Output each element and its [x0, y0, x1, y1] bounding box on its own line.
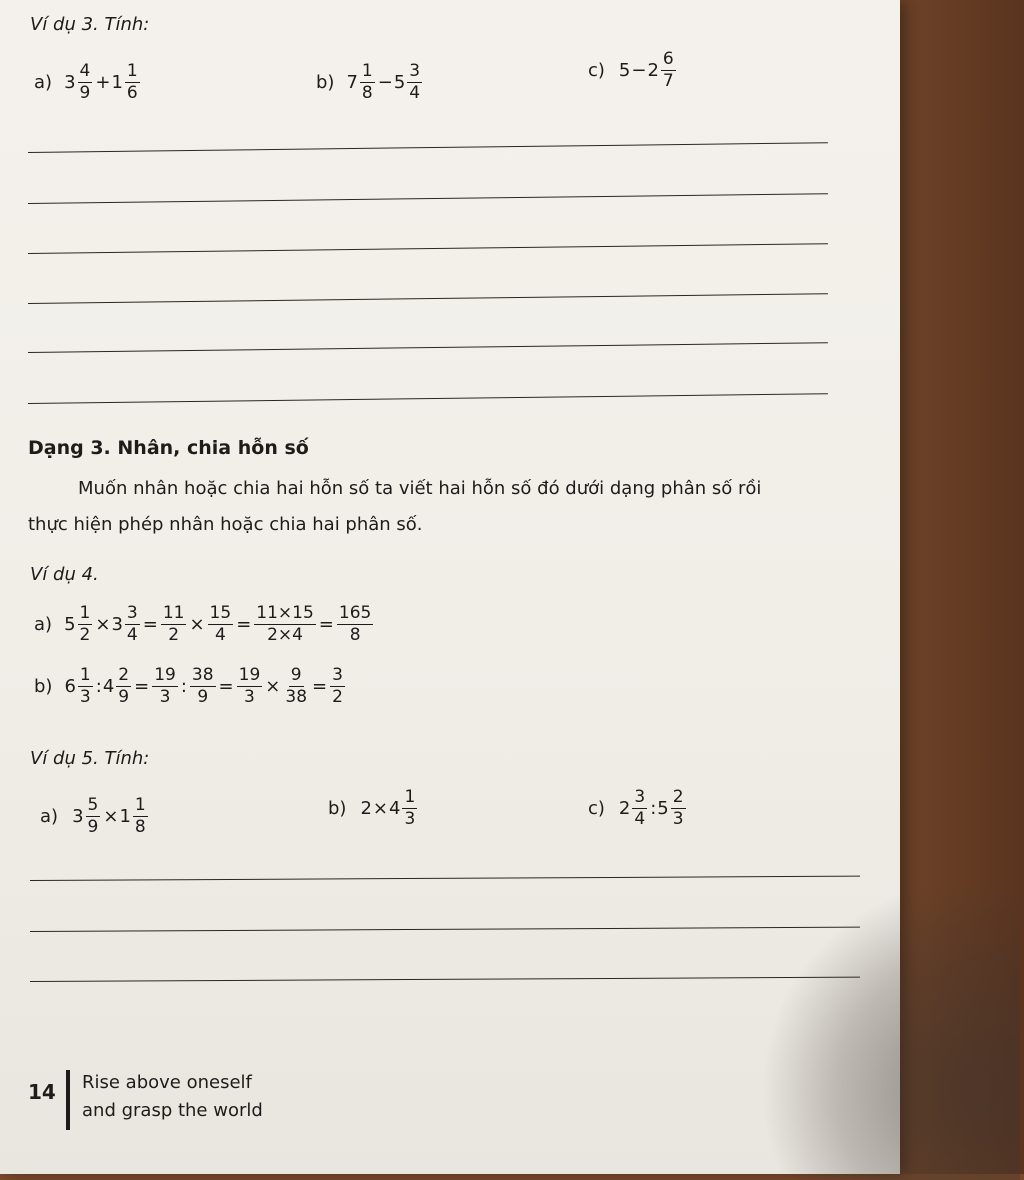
- fraction: $\frac{4}{9}$: [79, 61, 91, 103]
- equals: =: [142, 613, 158, 635]
- whole: 4: [389, 797, 401, 819]
- label-a: a): [40, 805, 59, 827]
- fraction: $\frac{19}{3}$: [238, 665, 261, 707]
- answer-line: [28, 193, 828, 204]
- answer-line: [30, 977, 860, 982]
- vidu3-problem-b: [316, 62, 424, 102]
- fraction: $\frac{2}{9}$: [118, 665, 130, 707]
- fraction: $\frac{11\times 15}{2\times 4}$: [256, 603, 314, 645]
- vidu5-heading: Ví dụ 5. Tính:: [30, 748, 150, 769]
- answer-line: [28, 293, 828, 304]
- fraction: $\frac{6}{7}$: [662, 49, 674, 91]
- label-c: c): [588, 797, 605, 819]
- whole: 2: [618, 797, 631, 819]
- vidu5-problem-b: [328, 788, 419, 828]
- fraction: $\frac{1}{3}$: [404, 787, 416, 829]
- whole: 5: [618, 59, 631, 81]
- answer-line: [28, 142, 828, 153]
- whole: 3: [64, 71, 76, 93]
- fraction: $\frac{2}{3}$: [672, 787, 684, 829]
- operator: :: [95, 675, 102, 697]
- vidu4-solution-a: [34, 604, 375, 644]
- equals: =: [312, 675, 328, 697]
- answer-line: [28, 342, 828, 353]
- fraction: $\frac{3}{4}$: [126, 603, 138, 645]
- section-title: Dạng 3. Nhân, chia hỗn số: [28, 437, 309, 459]
- whole: 5: [64, 613, 76, 635]
- fraction: $\frac{1}{8}$: [361, 61, 373, 103]
- footer-slogan-line1: Rise above oneself: [82, 1072, 252, 1093]
- equals: =: [318, 613, 334, 635]
- label-b: b): [34, 675, 53, 697]
- operator: −: [377, 71, 393, 93]
- fraction: $\frac{3}{4}$: [634, 787, 646, 829]
- vidu4-solution-b: [34, 666, 347, 706]
- fraction: $\frac{3}{4}$: [409, 61, 421, 103]
- fraction: $\frac{5}{9}$: [87, 795, 99, 837]
- vidu3-problem-a: [34, 62, 142, 102]
- vidu3-problem-c: [588, 50, 678, 90]
- operator: ×: [265, 675, 281, 697]
- label-a: a): [34, 613, 53, 635]
- label-b: b): [316, 71, 335, 93]
- fraction: $\frac{9}{38}$: [285, 665, 308, 707]
- operator: −: [631, 59, 647, 81]
- whole: 7: [346, 71, 358, 93]
- equals: =: [218, 675, 234, 697]
- fraction: $\frac{11}{2}$: [162, 603, 185, 645]
- answer-line: [28, 243, 828, 254]
- vidu3-heading: Ví dụ 3. Tính:: [30, 14, 150, 35]
- fraction: $\frac{1}{3}$: [79, 665, 91, 707]
- whole: 4: [102, 675, 115, 697]
- vidu4-heading: Ví dụ 4.: [30, 564, 99, 585]
- whole: 3: [72, 805, 84, 827]
- whole: 2: [360, 797, 372, 819]
- whole: 2: [647, 59, 659, 81]
- whole: 5: [657, 797, 669, 819]
- whole: 6: [64, 675, 76, 697]
- equals: =: [236, 613, 252, 635]
- fraction: $\frac{165}{8}$: [338, 603, 372, 645]
- operator: ×: [95, 613, 111, 635]
- operator: :: [650, 797, 657, 819]
- whole: 5: [393, 71, 406, 93]
- whole: 3: [111, 613, 123, 635]
- fraction: $\frac{1}{8}$: [134, 795, 146, 837]
- fraction: $\frac{3}{2}$: [332, 665, 343, 707]
- label-a: a): [34, 71, 53, 93]
- operator: ×: [189, 613, 205, 635]
- rule-text-line2: thực hiện phép nhân hoặc chia hai phân số.: [28, 514, 423, 535]
- vidu5-problem-c: [588, 788, 688, 828]
- operator: ×: [103, 805, 119, 827]
- operator: +: [95, 71, 111, 93]
- label-b: b): [328, 797, 347, 819]
- answer-line: [30, 876, 860, 881]
- answer-line: [28, 393, 828, 404]
- footer-slogan-line2: and grasp the world: [82, 1100, 263, 1121]
- fraction: $\frac{19}{3}$: [154, 665, 176, 707]
- label-c: c): [588, 59, 605, 81]
- rule-text-line1: Muốn nhân hoặc chia hai hỗn số ta viết hai hỗn số đó dưới dạng phân số rồi: [78, 478, 762, 499]
- whole: 1: [111, 71, 123, 93]
- operator: :: [180, 675, 187, 697]
- fraction: $\frac{1}{6}$: [126, 61, 138, 103]
- equals: =: [134, 675, 150, 697]
- page-number: 14: [28, 1080, 56, 1104]
- operator: ×: [372, 797, 388, 819]
- whole: 1: [119, 805, 131, 827]
- vidu5-problem-a: [40, 796, 150, 836]
- answer-line: [30, 927, 860, 932]
- fraction: $\frac{38}{9}$: [191, 665, 214, 707]
- footer-divider: [66, 1070, 70, 1130]
- fraction: $\frac{1}{2}$: [79, 603, 91, 645]
- fraction: $\frac{15}{4}$: [209, 603, 232, 645]
